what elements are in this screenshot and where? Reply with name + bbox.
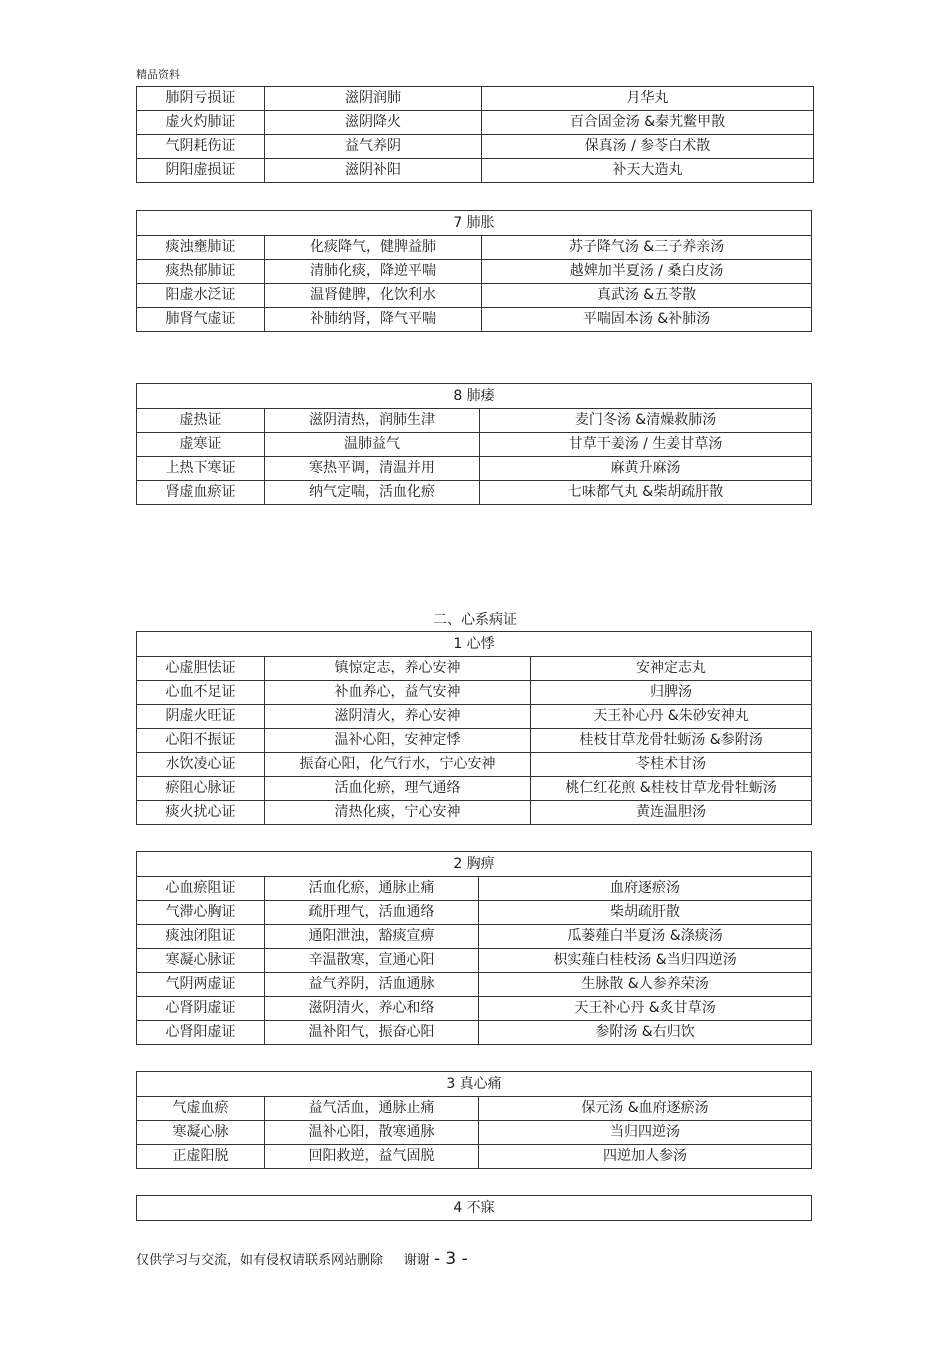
treatment-cell: 通阳泄浊，豁痰宣痹: [265, 925, 479, 949]
table-row: [137, 877, 812, 901]
table-row: [137, 159, 814, 183]
table-title: 4 不寐: [137, 1196, 812, 1221]
table-title-row: [137, 852, 812, 877]
syndrome-cell: 肺肾气虚证: [137, 308, 265, 332]
table-row: [137, 260, 812, 284]
page-number: - 3 -: [433, 1249, 468, 1269]
formula-cell: 麦门冬汤 &清燥救肺汤: [480, 409, 812, 433]
table-row: [137, 777, 812, 801]
treatment-cell: 益气养阴: [265, 135, 482, 159]
table-row: [137, 681, 812, 705]
table-title: 2 胸痹: [137, 852, 812, 877]
table-row: [137, 457, 812, 481]
treatment-cell: 温补阳气，振奋心阳: [265, 1021, 479, 1045]
treatment-cell: 滋阴润肺: [265, 87, 482, 111]
syndrome-cell: 心阳不振证: [137, 729, 265, 753]
formula-cell: 苓桂术甘汤: [531, 753, 812, 777]
formula-cell: 越婢加半夏汤 / 桑白皮汤: [482, 260, 812, 284]
footer-text: 仅供学习与交流，如有侵权请联系网站删除: [136, 1253, 384, 1268]
table-title-row: [137, 384, 812, 409]
syndrome-cell: 虚热证: [137, 409, 265, 433]
table-title: 8 肺痿: [137, 384, 812, 409]
treatment-cell: 清热化痰，宁心安神: [265, 801, 531, 825]
table-title: 3 真心痛: [137, 1072, 812, 1097]
syndrome-cell: 肺阴亏损证: [137, 87, 265, 111]
table-title: 1 心悸: [137, 632, 812, 657]
syndrome-cell: 阴阳虚损证: [137, 159, 265, 183]
formula-cell: 桃仁红花煎 &桂枝甘草龙骨牡蛎汤: [531, 777, 812, 801]
section-heading: 二、心系病证: [433, 612, 517, 628]
syndrome-cell: 气阴耗伤证: [137, 135, 265, 159]
formula-cell: 枳实薤白桂枝汤 &当归四逆汤: [479, 949, 812, 973]
formula-cell: 麻黄升麻汤: [480, 457, 812, 481]
treatment-cell: 温肾健脾，化饮利水: [265, 284, 482, 308]
formula-cell: 生脉散 &人参养荣汤: [479, 973, 812, 997]
formula-cell: 黄连温胆汤: [531, 801, 812, 825]
footer: [136, 1249, 468, 1269]
treatment-cell: 活血化瘀，通脉止痛: [265, 877, 479, 901]
formula-cell: 安神定志丸: [531, 657, 812, 681]
table-row: [137, 135, 814, 159]
table-row: [137, 1145, 812, 1169]
formula-cell: 七味都气丸 &柴胡疏肝散: [480, 481, 812, 505]
treatment-cell: 益气养阴，活血通脉: [265, 973, 479, 997]
syndrome-cell: 心血不足证: [137, 681, 265, 705]
syndrome-cell: 痰浊闭阻证: [137, 925, 265, 949]
syndrome-cell: 正虚阳脱: [137, 1145, 265, 1169]
table-title: 7 肺胀: [137, 211, 812, 236]
treatment-cell: 化痰降气，健脾益肺: [265, 236, 482, 260]
table-5: [136, 851, 812, 1045]
syndrome-cell: 心虚胆怯证: [137, 657, 265, 681]
syndrome-cell: 寒凝心脉: [137, 1121, 265, 1145]
syndrome-cell: 痰浊壅肺证: [137, 236, 265, 260]
formula-cell: 苏子降气汤 &三子养亲汤: [482, 236, 812, 260]
treatment-cell: 辛温散寒，宣通心阳: [265, 949, 479, 973]
syndrome-cell: 痰热郁肺证: [137, 260, 265, 284]
table-row: [137, 729, 812, 753]
table-row: [137, 308, 812, 332]
table-7: [136, 1195, 812, 1221]
table-4: [136, 631, 812, 825]
table-row: [137, 705, 812, 729]
table-title-row: [137, 1196, 812, 1221]
formula-cell: 平喘固本汤 &补肺汤: [482, 308, 812, 332]
formula-cell: 保元汤 &血府逐瘀汤: [479, 1097, 812, 1121]
formula-cell: 百合固金汤 &秦艽鳖甲散: [482, 111, 814, 135]
syndrome-cell: 气阴两虚证: [137, 973, 265, 997]
table-row: [137, 1121, 812, 1145]
table-row: [137, 284, 812, 308]
syndrome-cell: 虚寒证: [137, 433, 265, 457]
table-6: [136, 1071, 812, 1169]
table-row: [137, 657, 812, 681]
formula-cell: 桂枝甘草龙骨牡蛎汤 &参附汤: [531, 729, 812, 753]
treatment-cell: 回阳救逆，益气固脱: [265, 1145, 479, 1169]
syndrome-cell: 心肾阳虚证: [137, 1021, 265, 1045]
formula-cell: 天王补心丹 &炙甘草汤: [479, 997, 812, 1021]
formula-cell: 保真汤 / 参苓白术散: [482, 135, 814, 159]
table-row: [137, 1097, 812, 1121]
table-3: [136, 383, 812, 505]
treatment-cell: 寒热平调，清温并用: [265, 457, 480, 481]
treatment-cell: 滋阴补阳: [265, 159, 482, 183]
syndrome-cell: 肾虚血瘀证: [137, 481, 265, 505]
treatment-cell: 温补心阳，安神定悸: [265, 729, 531, 753]
treatment-cell: 清肺化痰，降逆平喘: [265, 260, 482, 284]
treatment-cell: 纳气定喘，活血化瘀: [265, 481, 480, 505]
table-row: [137, 236, 812, 260]
treatment-cell: 滋阴清火，养心和络: [265, 997, 479, 1021]
table-row: [137, 481, 812, 505]
syndrome-cell: 瘀阻心脉证: [137, 777, 265, 801]
formula-cell: 月华丸: [482, 87, 814, 111]
syndrome-cell: 气滞心胸证: [137, 901, 265, 925]
syndrome-cell: 气虚血瘀: [137, 1097, 265, 1121]
treatment-cell: 补血养心，益气安神: [265, 681, 531, 705]
table-row: [137, 753, 812, 777]
table-title-row: [137, 1072, 812, 1097]
syndrome-cell: 心血瘀阻证: [137, 877, 265, 901]
formula-cell: 真武汤 &五苓散: [482, 284, 812, 308]
syndrome-cell: 上热下寒证: [137, 457, 265, 481]
syndrome-cell: 水饮凌心证: [137, 753, 265, 777]
treatment-cell: 温肺益气: [265, 433, 480, 457]
table-row: [137, 1021, 812, 1045]
treatment-cell: 疏肝理气，活血通络: [265, 901, 479, 925]
table-row: [137, 949, 812, 973]
formula-cell: 当归四逆汤: [479, 1121, 812, 1145]
table-row: [137, 801, 812, 825]
syndrome-cell: 阳虚水泛证: [137, 284, 265, 308]
table-row: [137, 87, 814, 111]
table-1: [136, 86, 814, 183]
treatment-cell: 振奋心阳，化气行水，宁心安神: [265, 753, 531, 777]
treatment-cell: 镇惊定志，养心安神: [265, 657, 531, 681]
syndrome-cell: 虚火灼肺证: [137, 111, 265, 135]
treatment-cell: 滋阴降火: [265, 111, 482, 135]
table-2: [136, 210, 812, 332]
treatment-cell: 滋阴清热，润肺生津: [265, 409, 480, 433]
syndrome-cell: 心肾阴虚证: [137, 997, 265, 1021]
formula-cell: 天王补心丹 &朱砂安神丸: [531, 705, 812, 729]
table-row: [137, 973, 812, 997]
table-row: [137, 901, 812, 925]
formula-cell: 血府逐瘀汤: [479, 877, 812, 901]
table-row: [137, 433, 812, 457]
footer-thanks: 谢谢: [403, 1253, 430, 1268]
table-title-row: [137, 632, 812, 657]
treatment-cell: 滋阴清火，养心安神: [265, 705, 531, 729]
table-row: [137, 925, 812, 949]
treatment-cell: 活血化瘀，理气通络: [265, 777, 531, 801]
syndrome-cell: 痰火扰心证: [137, 801, 265, 825]
formula-cell: 四逆加人参汤: [479, 1145, 812, 1169]
formula-cell: 柴胡疏肝散: [479, 901, 812, 925]
table-row: [137, 997, 812, 1021]
formula-cell: 补天大造丸: [482, 159, 814, 183]
syndrome-cell: 寒凝心脉证: [137, 949, 265, 973]
syndrome-cell: 阴虚火旺证: [137, 705, 265, 729]
treatment-cell: 温补心阳，散寒通脉: [265, 1121, 479, 1145]
table-title-row: [137, 211, 812, 236]
table-row: [137, 111, 814, 135]
page-header: 精品资料: [136, 68, 180, 81]
formula-cell: 归脾汤: [531, 681, 812, 705]
treatment-cell: 益气活血，通脉止痛: [265, 1097, 479, 1121]
treatment-cell: 补肺纳肾，降气平喘: [265, 308, 482, 332]
formula-cell: 瓜蒌薤白半夏汤 &涤痰汤: [479, 925, 812, 949]
formula-cell: 甘草干姜汤 / 生姜甘草汤: [480, 433, 812, 457]
formula-cell: 参附汤 &右归饮: [479, 1021, 812, 1045]
table-row: [137, 409, 812, 433]
